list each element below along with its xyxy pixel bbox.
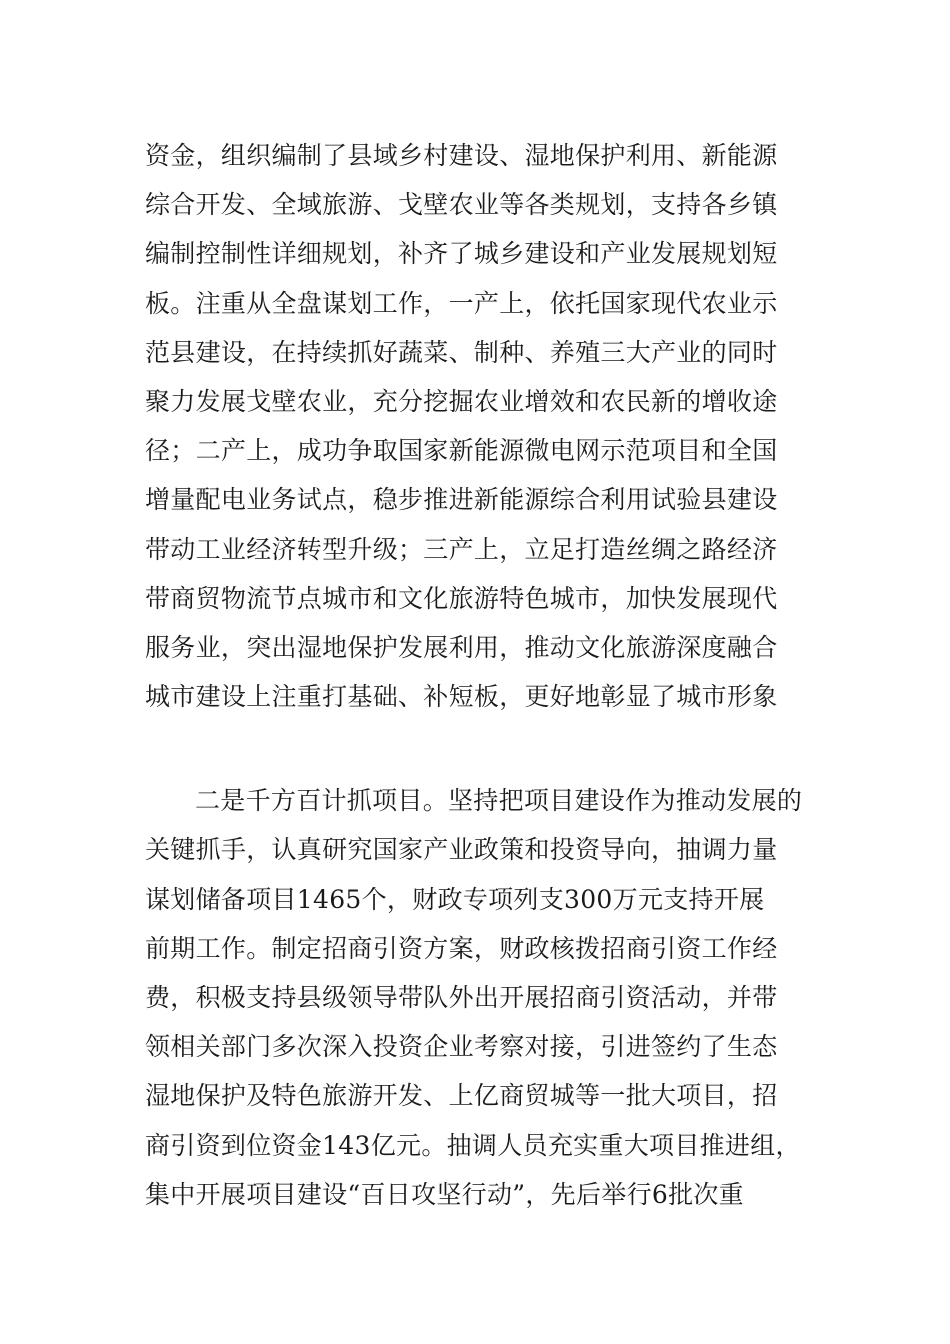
paragraph-spacer (145, 721, 825, 776)
text-line: 费，积极支持县级领导带队外出开展招商引资活动，并带 (145, 983, 778, 1012)
text-line: 带动工业经济转型升级；三产上，立足打造丝绸之路经济 (145, 534, 778, 564)
text-line: 关键抓手，认真研究国家产业政策和投资导向，抽调力量 (145, 835, 778, 865)
text-line: 径；二产上，成功争取国家新能源微电网示范项目和全国 (145, 436, 778, 466)
text-line: 资金，组织编制了县域乡村建设、湿地保护利用、新能源 (145, 141, 778, 170)
document-body (145, 131, 825, 1219)
text-line: 集中开展项目建设“百日攻坚行动”，先后举行6批次重 (145, 1179, 744, 1209)
text-line: 前期工作。制定招商引资方案，财政核拨招商引资工作经 (145, 933, 778, 963)
text-line: 编制控制性详细规划，补齐了城乡建设和产业发展规划短 (145, 239, 778, 269)
text-line: 谋划储备项目1465个，财政专项列支300万元支持开展 (145, 884, 765, 914)
text-line: 服务业，突出湿地保护发展利用，推动文化旅游深度融合 (145, 632, 778, 662)
text-line: 增量配电业务试点，稳步推进新能源综合利用试验县建设 (145, 485, 778, 515)
text-line: 湿地保护及特色旅游开发、上亿商贸城等一批大项目，招 (145, 1081, 778, 1111)
text-line: 商引资到位资金143亿元。抽调人员充实重大项目推进组， (145, 1130, 801, 1160)
text-line: 带商贸物流节点城市和文化旅游特色城市，加快发展现代 (145, 583, 778, 613)
text-line: 范县建设，在持续抓好蔬菜、制种、养殖三大产业的同时 (145, 337, 778, 367)
paragraph-2 (145, 776, 825, 1219)
text-line: 综合开发、全域旅游、戈壁农业等各类规划，支持各乡镇 (145, 190, 778, 220)
text-line: 板。注重从全盘谋划工作，一产上，依托国家现代农业示 (145, 288, 778, 318)
text-line: 领相关部门多次深入投资企业考察对接，引进签约了生态 (145, 1032, 778, 1062)
text-line: 聚力发展戈壁农业，充分挖掘农业增效和农民新的增收途 (145, 386, 778, 416)
paragraph-1 (145, 131, 825, 721)
text-line: 城市建设上注重打基础、补短板，更好地彰显了城市形象 (145, 682, 778, 712)
text-line-first: 二是千方百计抓项目。坚持把项目建设作为推动发展的 (195, 786, 803, 816)
